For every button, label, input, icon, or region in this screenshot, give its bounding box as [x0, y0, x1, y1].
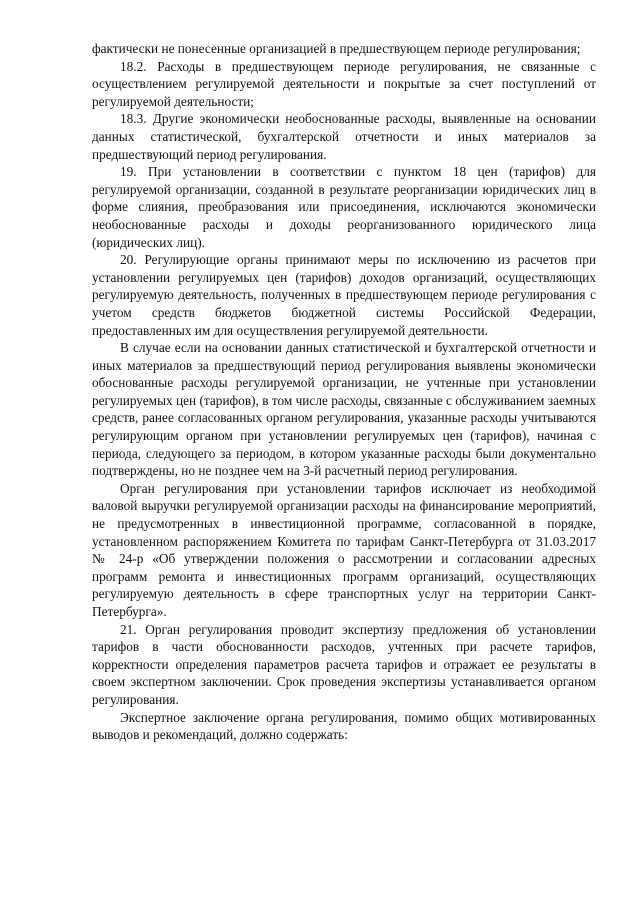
paragraph-continuation: фактически не понесенные организацией в предшествующем периоде регулирования; — [92, 41, 581, 56]
paragraph-18-2: 18.2. Расходы в предшествующем периоде регулирования, не связанные с осуществлением регулируемой деятельности и покрытые за счет поступлений от регулируемой деятельности; — [92, 58, 596, 109]
paragraph-20-investment: Орган регулирования при установлении тарифов исключает из необходимой валовой выручки регулируемой организации расходы на финансирование мероприятий, не предусмотренных в инвестиционной программе, согласованной в порядке, установленном распоряжением Комитета по тарифам Санкт-Петербурга от 31.03.2017 № 24-р «Об утверждении положения о рассмотрении и согласовании адресных программ ремонта и инвестиционных программ организаций, осуществляющих регулируемую деятельность в сфере транспортных услуг на территории Санкт-Петербурга». — [92, 480, 596, 619]
paragraph-20: 20. Регулирующие органы принимают меры по исключению из расчетов при установлении регулируемых цен (тарифов) доходов организаций, осуществляющих регулируемую деятельность, полученных в предшествующем периоде регулирования с учетом средств бюджетов бюджетной системы Российской Федерации, предоставленных им для осуществления регулируемой деятельности. — [92, 252, 596, 338]
paragraph-19: 19. При установлении в соответствии с пунктом 18 цен (тарифов) для регулируемой организации, созданной в результате реорганизации юридических лиц в форме слияния, преобразования или присоединения, исключаются экономически необоснованные расходы и доходы реорганизованного юридического лица (юридических лиц). — [92, 164, 596, 250]
document-body — [92, 40, 596, 744]
paragraph-21-conclusion: Экспертное заключение органа регулирования, помимо общих мотивированных выводов и рекомендаций, должно содержать: — [92, 709, 596, 743]
paragraph-18-3: 18.3. Другие экономически необоснованные расходы, выявленные на основании данных статистической, бухгалтерской отчетности и иных материалов за предшествующий период регулирования. — [92, 111, 596, 162]
paragraph-20-expenses: В случае если на основании данных статистической и бухгалтерской отчетности и иных материалов за предшествующий период регулирования выявлены экономически обоснованные расходы регулируемой организации, не учтенные при установлении регулируемых цен (тарифов), в том числе расходы, связанные с обслуживанием заемных средств, ранее согласованных органом регулирования, указанные расходы учитываются регулирующим органом при установлении регулируемых цен (тарифов), начиная с периода, следующего за периодом, в котором указанные расходы были документально подтверждены, но не позднее чем на 3-й расчетный период регулирования. — [92, 340, 596, 479]
paragraph-21: 21. Орган регулирования проводит экспертизу предложения об установлении тарифов в части обоснованности расходов, учтенных при расчете тарифов, корректности определения параметров расчета тарифов и отражает ее результаты в своем экспертном заключении. Срок проведения экспертизы устанавливается органом регулирования. — [92, 621, 596, 707]
